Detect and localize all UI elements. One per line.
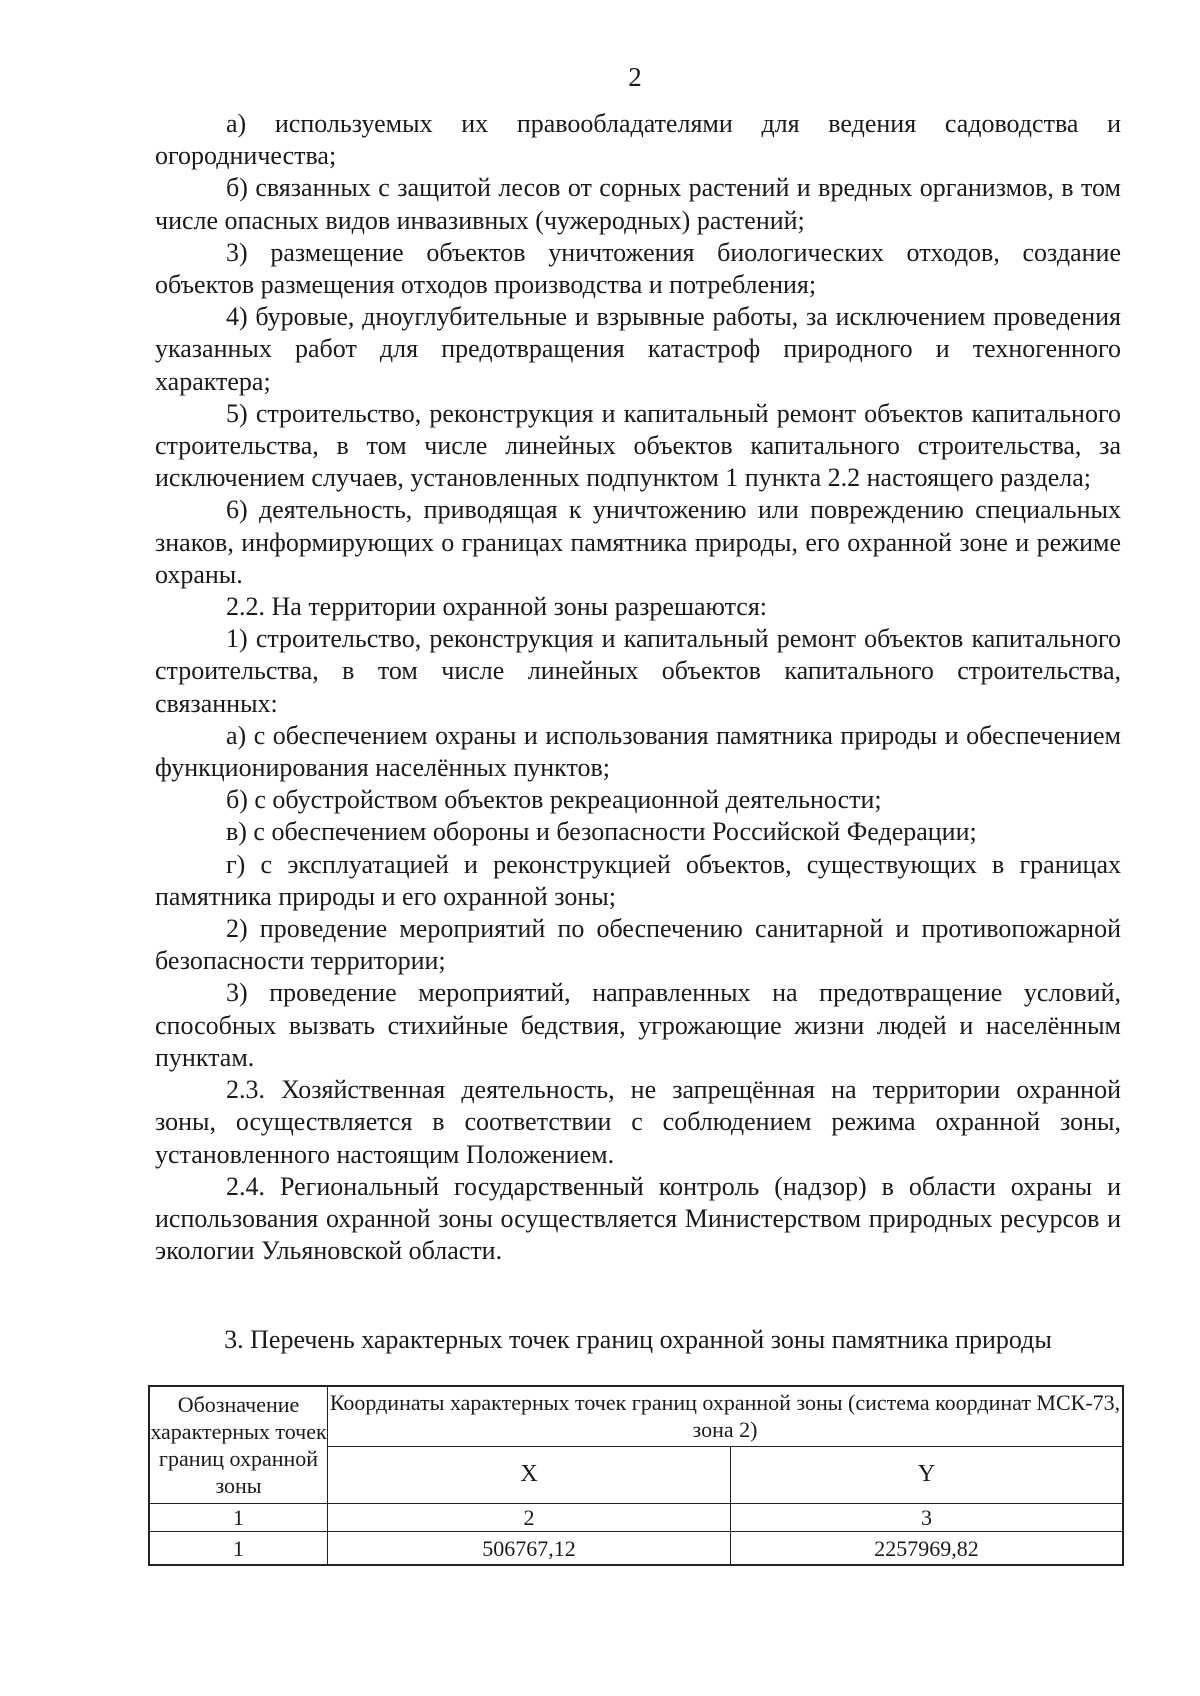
paragraph-2-2-1: 1) строительство, реконструкция и капитальный ремонт объектов капитального строительства, в том числе линейных объектов капитального строительства, связанных: [155, 624, 1121, 718]
section-title: 3. Перечень характерных точек границ охранной зоны памятника природы [224, 1325, 1052, 1354]
column-number-1: 1 [149, 1504, 328, 1532]
paragraph-2-2: 2.2. На территории охранной зоны разрешаются: [226, 592, 768, 622]
paragraph-5: 5) строительство, реконструкция и капитальный ремонт объектов капитального строительства, в том числе линейных объектов капитального строительства, за исключением случаев, установленных подпунктом 1 пункта 2.2 настоящего раздела; [155, 398, 1121, 493]
paragraph-2-2-2: 2) проведение мероприятий по обеспечению санитарной и противопожарной безопасности территории; [155, 914, 1121, 976]
cell-y: 2257969,82 [731, 1532, 1124, 1566]
paragraph-6: 6) деятельность, приводящая к уничтожению или повреждению специальных знаков, информирующих о границах памятника природы, его охранной зоне и режиме охраны. [155, 495, 1121, 589]
header-point-designation: Обозначение характерных точек границ охранной зоны [149, 1386, 328, 1504]
paragraph-4: 4) буровые, дноуглубительные и взрывные работы, за исключением проведения указанных работ для предотвращения катастроф природного и техногенного характера; [155, 302, 1121, 396]
coordinates-table [148, 1385, 1124, 1566]
header-coordinates: Координаты характерных точек границ охранной зоны (система координат МСК-73, зона 2) [328, 1386, 1124, 1446]
header-x: X [328, 1446, 731, 1504]
paragraph-3: 3) размещение объектов уничтожения биологических отходов, создание объектов размещения отходов производства и потребления; [155, 237, 1121, 300]
paragraph-2-3: 2.3. Хозяйственная деятельность, не запрещённая на территории охранной зоны, осуществляется в соответствии с соблюдением режима охранной зоны, установленного настоящим Положением. [155, 1075, 1121, 1169]
paragraph-2-2-1g: г) с эксплуатацией и реконструкцией объектов, существующих в границах памятника природы и его охранной зоны; [155, 849, 1121, 911]
column-number-3: 3 [731, 1504, 1124, 1532]
paragraph-1b: б) связанных с защитой лесов от сорных растений и вредных организмов, в том числе опасных видов инвазивных (чужеродных) растений; [155, 173, 1121, 235]
paragraph-2-4: 2.4. Региональный государственный контроль (надзор) в области охраны и использования охранной зоны осуществляется Министерством природных ресурсов и экологии Ульяновской области. [155, 1171, 1121, 1266]
cell-x: 506767,12 [328, 1532, 731, 1566]
cell-point: 1 [149, 1532, 328, 1566]
document-body [155, 108, 1121, 1267]
page-number: 2 [628, 62, 642, 92]
paragraph-2-2-3: 3) проведение мероприятий, направленных на предотвращение условий, способных вызвать стихийные бедствия, угрожающие жизни людей и населённым пунктам. [155, 978, 1121, 1072]
column-number-2: 2 [328, 1504, 731, 1532]
paragraph-1a: а) используемых их правообладателями для ведения садоводства и огородничества; [155, 109, 1121, 171]
table-row [149, 1532, 1123, 1566]
paragraph-2-2-1v: в) с обеспечением обороны и безопасности Российской Федерации; [226, 817, 977, 847]
paragraph-2-2-1b: б) с обустройством объектов рекреационной деятельности; [226, 785, 882, 815]
header-y: Y [731, 1446, 1124, 1504]
paragraph-2-2-1a: а) с обеспечением охраны и использования памятника природы и обеспечением функционирования населённых пунктов; [155, 720, 1121, 783]
